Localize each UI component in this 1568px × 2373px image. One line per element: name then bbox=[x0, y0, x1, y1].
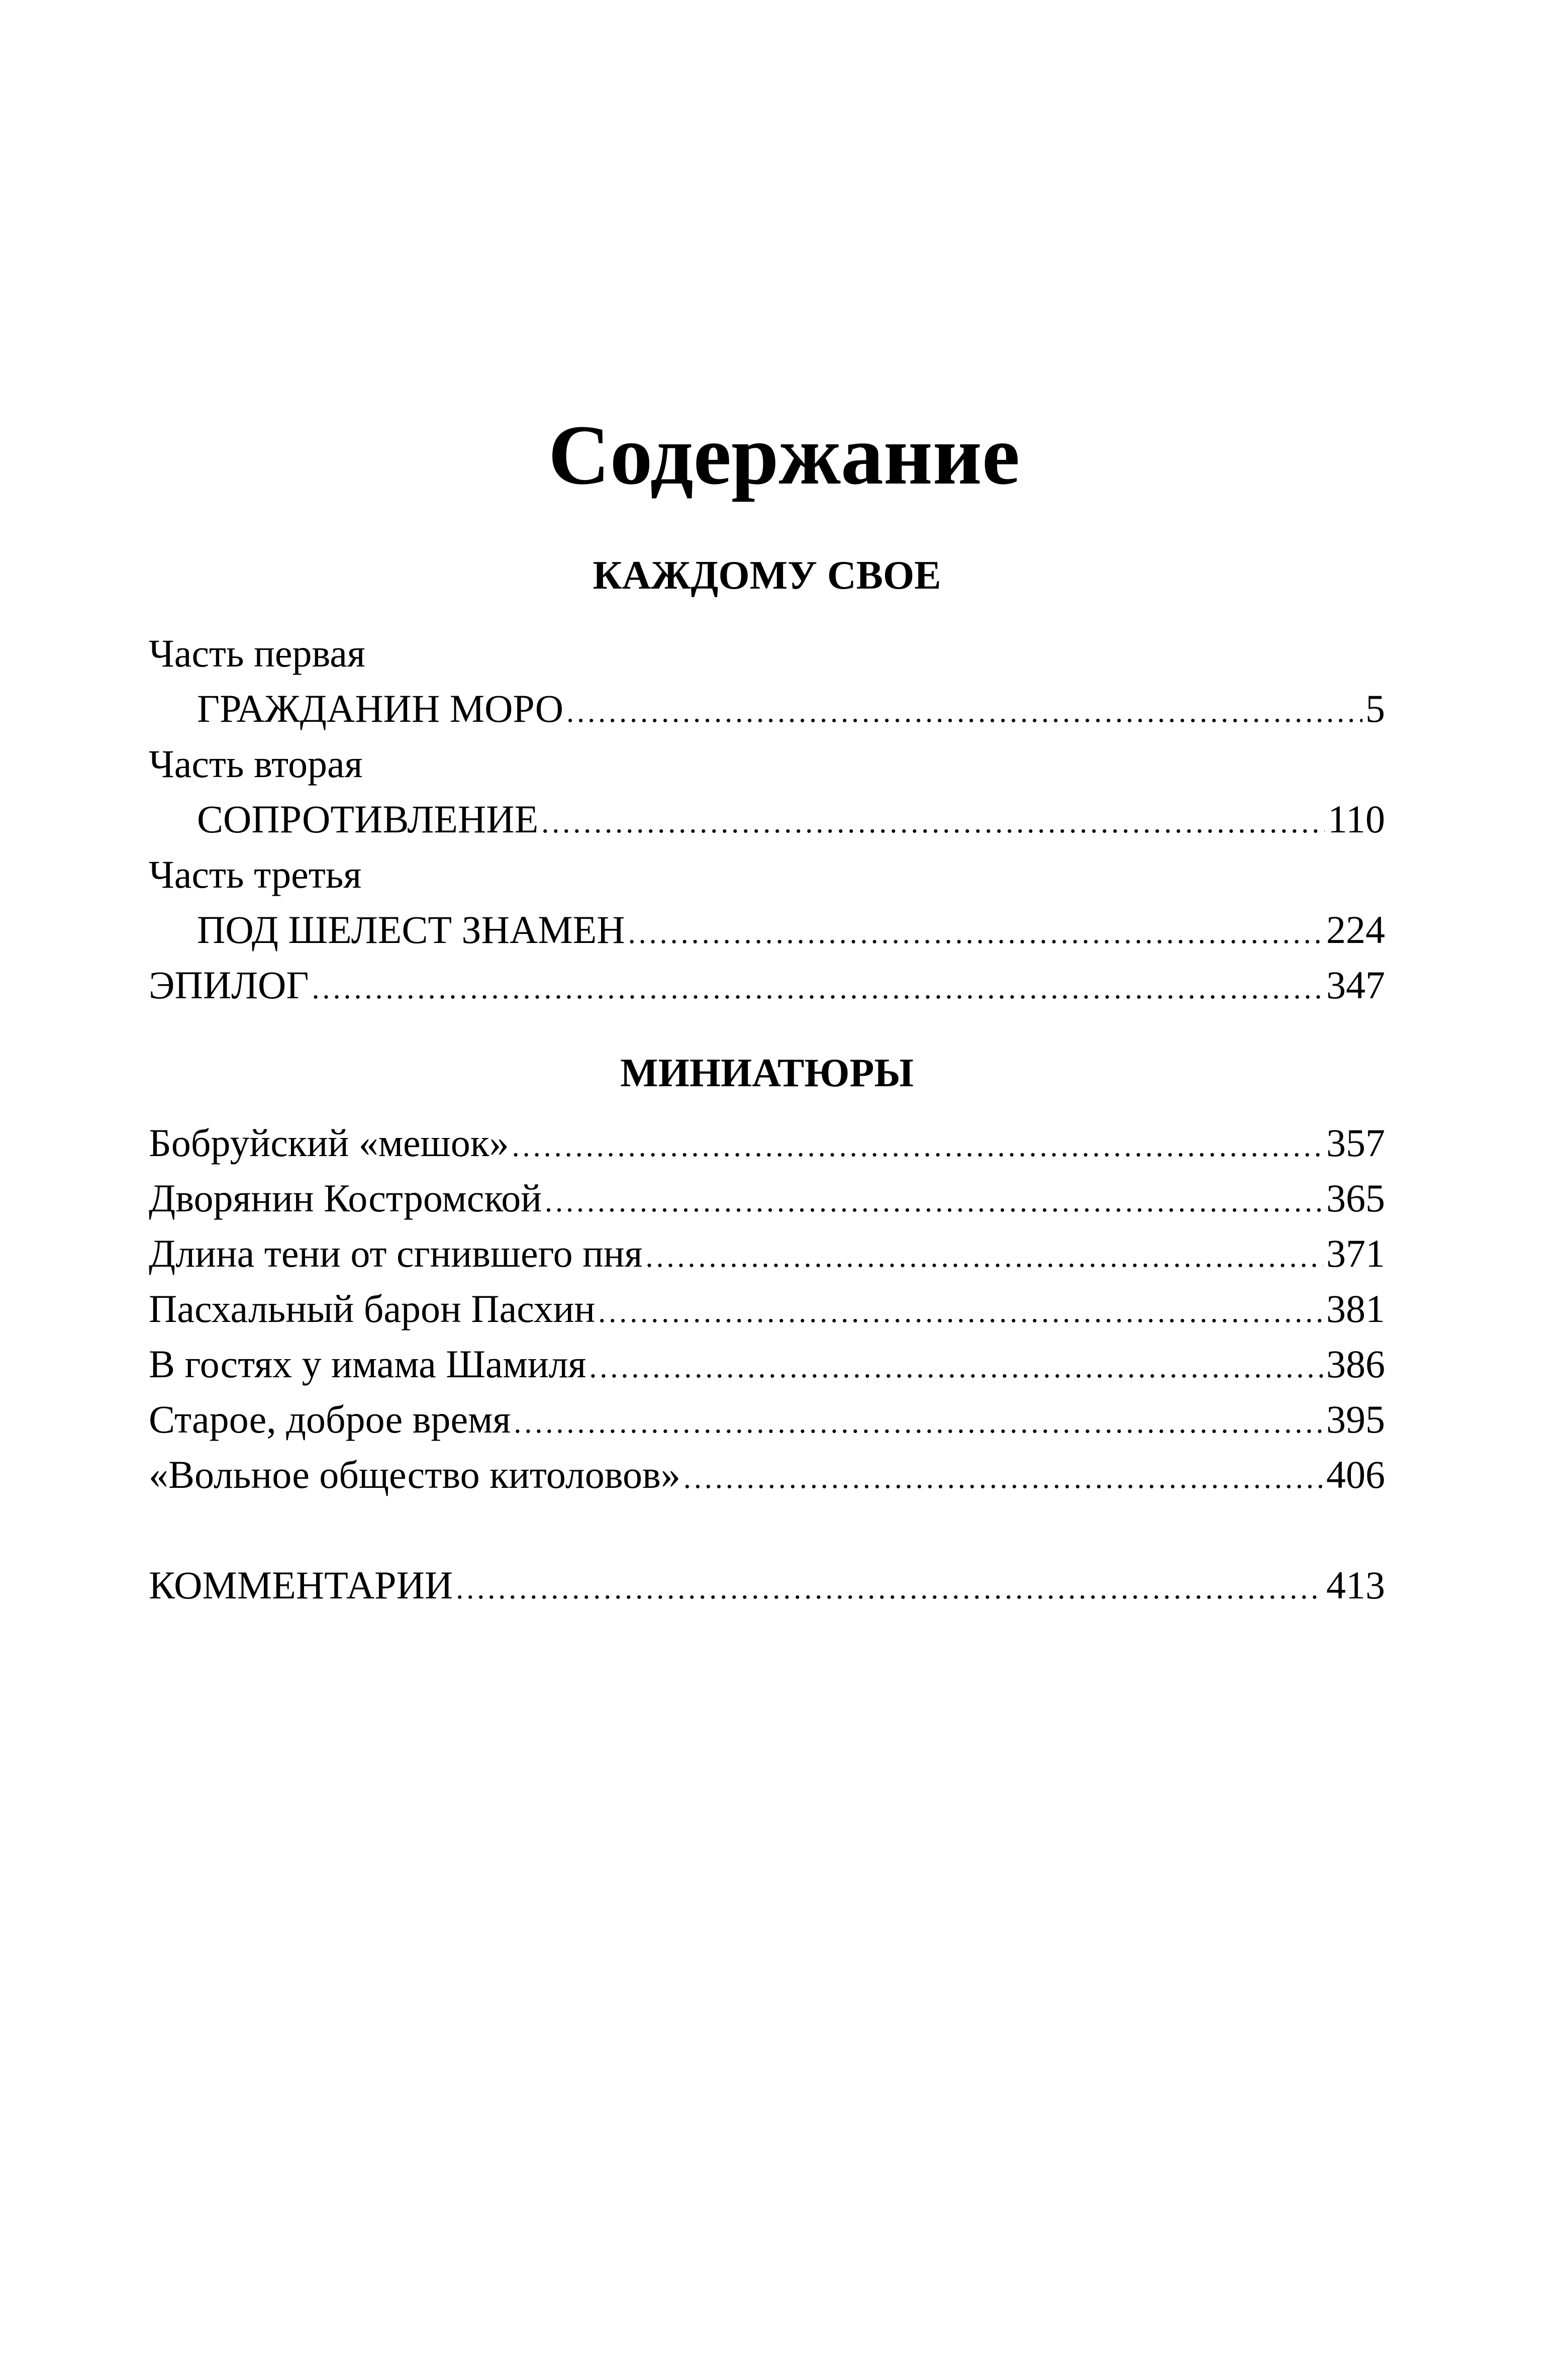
toc-entry-title: Длина тени от сгнившего пня bbox=[149, 1231, 643, 1275]
table-of-contents bbox=[149, 555, 1385, 1613]
toc-entry[interactable] bbox=[149, 1337, 1385, 1392]
dot-leader bbox=[646, 1229, 1323, 1284]
dot-leader bbox=[683, 1450, 1323, 1505]
part-label: Часть первая bbox=[149, 631, 365, 675]
dot-leader bbox=[598, 1284, 1323, 1340]
toc-entry[interactable] bbox=[149, 1281, 1385, 1337]
toc-entry-title: ПОД ШЕЛЕСТ ЗНАМЕН bbox=[197, 908, 625, 952]
dot-leader bbox=[512, 1118, 1323, 1174]
page-title: Содержание bbox=[548, 408, 1020, 502]
part-label: Часть третья bbox=[149, 852, 362, 896]
toc-entry-commentary[interactable] bbox=[149, 1558, 1385, 1613]
dot-leader bbox=[456, 1561, 1323, 1616]
toc-entry-page: 224 bbox=[1326, 908, 1385, 952]
dot-leader bbox=[589, 1340, 1323, 1395]
toc-entry-page: 110 bbox=[1327, 797, 1385, 841]
toc-entry-page: 365 bbox=[1326, 1176, 1385, 1220]
dot-leader bbox=[541, 795, 1325, 850]
section-heading: КАЖДОМУ СВОЕ bbox=[593, 553, 941, 598]
toc-entry-epilogue[interactable] bbox=[149, 958, 1385, 1013]
toc-entry-title: СОПРОТИВЛЕНИЕ bbox=[197, 797, 539, 841]
toc-entry-title: «Вольное общество китоловов» bbox=[149, 1453, 680, 1496]
toc-entry-title: Пасхальный барон Пасхин bbox=[149, 1287, 596, 1331]
dot-leader bbox=[545, 1174, 1323, 1229]
toc-entry-page: 5 bbox=[1365, 687, 1385, 730]
toc-entry[interactable] bbox=[149, 1171, 1385, 1226]
section-heading: МИНИАТЮРЫ bbox=[620, 1051, 914, 1095]
toc-entry-page: 395 bbox=[1326, 1397, 1385, 1441]
toc-entry-page: 386 bbox=[1326, 1342, 1385, 1386]
toc-entry-page: 413 bbox=[1326, 1563, 1385, 1607]
dot-leader bbox=[514, 1395, 1323, 1450]
vertical-spacer bbox=[149, 1502, 1385, 1558]
dot-leader bbox=[566, 684, 1362, 739]
toc-entry[interactable] bbox=[149, 1226, 1385, 1281]
toc-entry-title: ЭПИЛОГ bbox=[149, 963, 309, 1007]
toc-entry-page: 357 bbox=[1326, 1121, 1385, 1165]
toc-entry[interactable] bbox=[149, 1392, 1385, 1447]
toc-entry-title: КОММЕНТАРИИ bbox=[149, 1563, 453, 1607]
toc-entry-title: Бобруйский «мешок» bbox=[149, 1121, 509, 1165]
toc-entry-title: Старое, доброе время bbox=[149, 1397, 511, 1441]
toc-entry[interactable] bbox=[149, 902, 1385, 958]
toc-entry-title: В гостях у имама Шамиля bbox=[149, 1342, 586, 1386]
part-label: Часть вторая bbox=[149, 742, 363, 786]
toc-entry-page: 381 bbox=[1326, 1287, 1385, 1331]
toc-entry[interactable] bbox=[149, 792, 1385, 847]
toc-entry-page: 406 bbox=[1326, 1453, 1385, 1496]
toc-entry-page: 371 bbox=[1326, 1231, 1385, 1275]
toc-entry-title: Дворянин Костромской bbox=[149, 1176, 542, 1220]
toc-entry-page: 347 bbox=[1326, 963, 1385, 1007]
toc-entry[interactable] bbox=[149, 1115, 1385, 1171]
toc-entry[interactable] bbox=[149, 681, 1385, 736]
dot-leader bbox=[312, 961, 1323, 1016]
toc-entry-title: ГРАЖДАНИН МОРО bbox=[197, 687, 564, 730]
toc-entry[interactable] bbox=[149, 1447, 1385, 1502]
dot-leader bbox=[628, 905, 1323, 961]
